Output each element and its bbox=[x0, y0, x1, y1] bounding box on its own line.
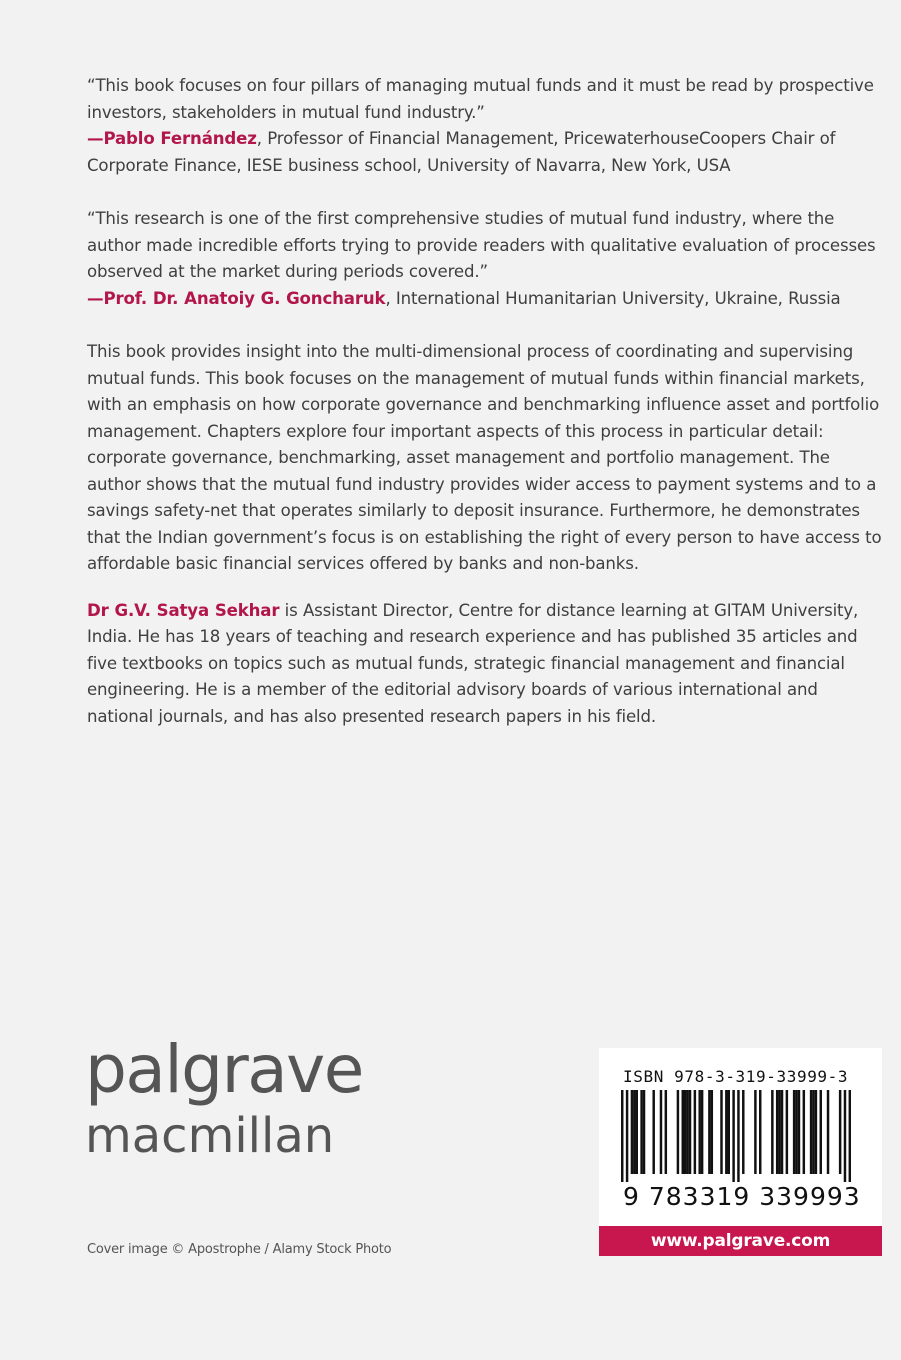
barcode-bar bbox=[844, 1090, 846, 1182]
barcode-bar bbox=[643, 1090, 645, 1174]
quote-1-author: —Pablo Fernández bbox=[87, 129, 257, 148]
barcode-bar bbox=[732, 1090, 734, 1182]
back-cover-text bbox=[87, 73, 887, 730]
quote-2 bbox=[87, 206, 887, 312]
isbn-barcode-box bbox=[599, 1048, 882, 1226]
barcode-bar bbox=[820, 1090, 822, 1174]
isbn-label: ISBN 978-3-319-33999-3 bbox=[623, 1067, 849, 1086]
barcode-bar bbox=[798, 1090, 800, 1174]
barcode-bar bbox=[839, 1090, 841, 1174]
barcode-bar bbox=[698, 1090, 700, 1174]
barcode-bar bbox=[689, 1090, 691, 1174]
cover-image-credit: Cover image © Apostrophe / Alamy Stock Photo bbox=[87, 1242, 392, 1257]
barcode-bar bbox=[631, 1090, 633, 1174]
quote-2-text: “This research is one of the first comprehensive studies of mutual fund industry, where the author made incredible efforts trying to provide readers with qualitative evaluation of processes observed at the market during periods covered.” bbox=[87, 209, 876, 281]
barcode-bar bbox=[677, 1090, 679, 1174]
book-description: This book provides insight into the multi-dimensional process of coordinating and supervising mutual funds. This book focuses on the management of mutual funds within financial markets, with an emphasis on how corporate governance and benchmarking influence asset and portfolio management. Chapters explore four important aspects of this process in particular detail: corporate governance, benchmarking, asset management and portfolio management. The author shows that the mutual fund industry provides wider access to payment systems and to a savings safety-net that operates similarly to deposit insurance. Furthermore, he demonstrates that the Indian government’s focus is on establishing the right of every person to have access to affordable basic financial services offered by banks and non-banks. bbox=[87, 342, 882, 573]
barcode-bar bbox=[686, 1090, 688, 1174]
barcode-bar bbox=[771, 1090, 773, 1174]
barcode-bar bbox=[849, 1090, 851, 1182]
publisher-logo-line2: macmillan bbox=[85, 1108, 335, 1164]
quote-1-text: “This book focuses on four pillars of managing mutual funds and it must be read by prospective investors, stakeholders in mutual fund industry.” bbox=[87, 76, 874, 122]
author-bio bbox=[87, 598, 887, 731]
barcode-bar bbox=[640, 1090, 642, 1174]
barcode-icon bbox=[621, 1090, 851, 1182]
website-link[interactable]: www.palgrave.com bbox=[650, 1231, 831, 1251]
barcode-bar bbox=[682, 1090, 684, 1174]
barcode-bar bbox=[742, 1090, 744, 1174]
barcode-bar bbox=[827, 1090, 829, 1174]
barcode-bar bbox=[660, 1090, 662, 1174]
barcode-bar bbox=[621, 1090, 623, 1182]
author-bio-text: is Assistant Director, Centre for distance learning at GITAM University, India. He has 18 years of teaching and research experience and has published 35 articles and five textbooks on topics such as mutual funds, strategic financial management and financial engineering. He is a member of the editorial advisory boards of various international and national journals, and has also presented research papers in his field. bbox=[87, 600, 859, 726]
barcode-bar bbox=[737, 1090, 739, 1182]
barcode-bar bbox=[803, 1090, 805, 1174]
quote-2-author: —Prof. Dr. Anatoiy G. Goncharuk bbox=[87, 288, 386, 308]
quote-2-affiliation: , International Humanitarian University, Ukraine, Russia bbox=[385, 288, 841, 308]
barcode-bar bbox=[778, 1090, 780, 1174]
barcode-bar bbox=[728, 1090, 730, 1174]
barcode-bar bbox=[720, 1090, 722, 1174]
barcode-bar bbox=[754, 1090, 756, 1174]
publisher-logo bbox=[85, 1031, 363, 1164]
barcode-bar bbox=[781, 1090, 783, 1174]
barcode-bar bbox=[652, 1090, 654, 1174]
barcode-bar bbox=[759, 1090, 761, 1174]
barcode-bar bbox=[684, 1090, 686, 1174]
barcode-bar bbox=[776, 1090, 778, 1174]
barcode-bar bbox=[795, 1090, 797, 1174]
barcode-bar bbox=[810, 1090, 812, 1174]
barcode-bar bbox=[711, 1090, 713, 1174]
barcode-bar bbox=[815, 1090, 817, 1174]
publisher-logo-line1: palgrave bbox=[85, 1031, 363, 1108]
barcode-bar bbox=[708, 1090, 710, 1174]
barcode-bar bbox=[793, 1090, 795, 1174]
barcode-bar bbox=[665, 1090, 667, 1174]
quote-1 bbox=[87, 73, 887, 179]
barcode-bar bbox=[725, 1090, 727, 1174]
barcode-bar bbox=[786, 1090, 788, 1174]
barcode-bar bbox=[636, 1090, 638, 1174]
barcode-digits: 9 783319 339993 bbox=[623, 1182, 861, 1211]
barcode-bar bbox=[812, 1090, 814, 1174]
quote-1-affiliation: , Professor of Financial Management, PricewaterhouseCoopers Chair of Corporate Finance, IESE business school, University of Navarra, New York, USA bbox=[87, 129, 836, 175]
website-bar bbox=[599, 1226, 882, 1256]
author-name: Dr G.V. Satya Sekhar bbox=[87, 600, 280, 620]
barcode-bar bbox=[694, 1090, 696, 1174]
barcode-bar bbox=[701, 1090, 703, 1174]
barcode-bar bbox=[626, 1090, 628, 1182]
barcode-bar bbox=[633, 1090, 635, 1174]
